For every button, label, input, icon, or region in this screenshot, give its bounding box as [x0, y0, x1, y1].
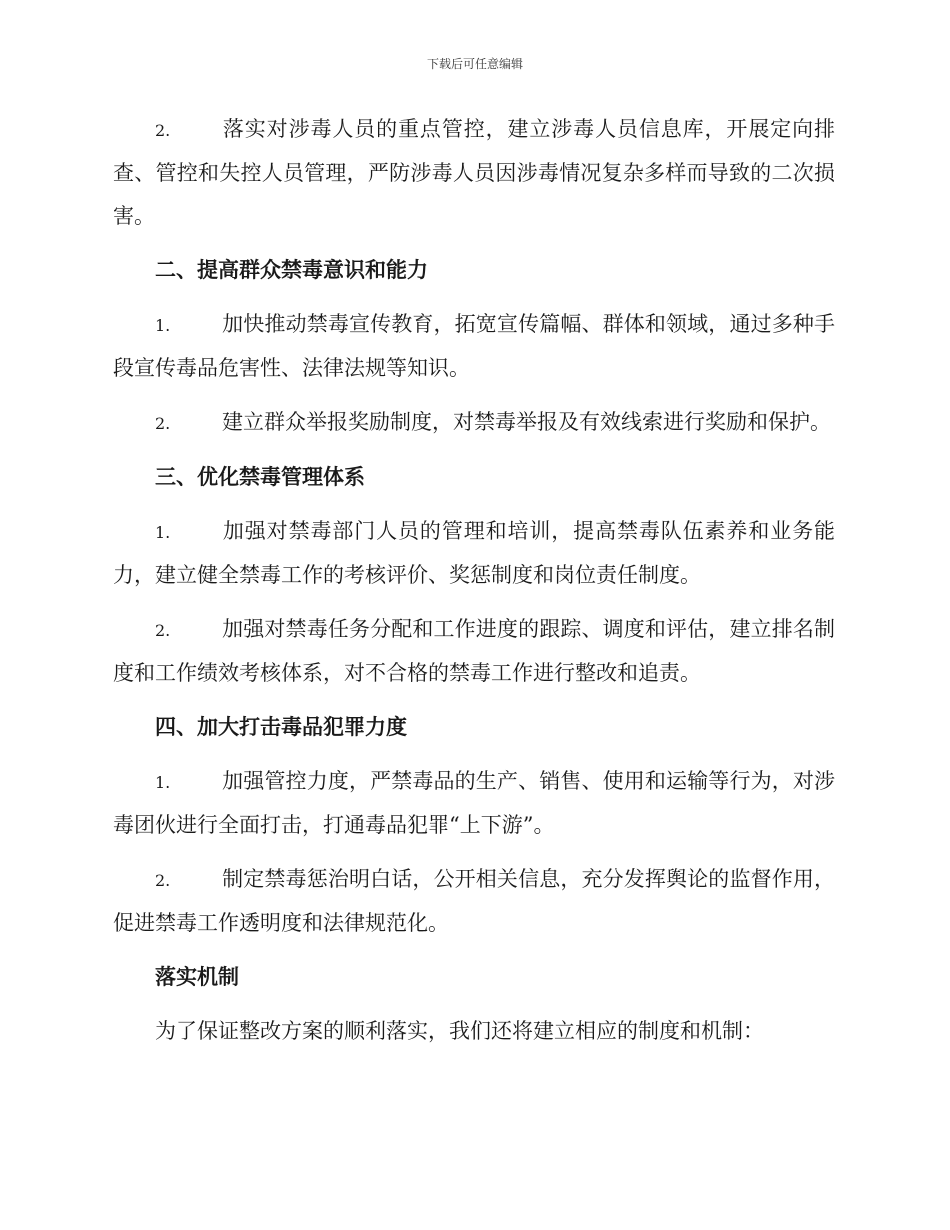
item-text: 加强管控力度，严禁毒品的生产、销售、使用和运输等行为，对涉毒团伙进行全面打击，打通毒品犯罪“上下游”。: [113, 769, 835, 837]
item-number: 2.: [155, 121, 171, 140]
list-item: [113, 760, 835, 847]
item-text: 加强对禁毒任务分配和工作进度的跟踪、调度和评估，建立排名制度和工作绩效考核体系，对不合格的禁毒工作进行整改和追责。: [113, 617, 835, 685]
item-number: 1.: [155, 523, 171, 542]
item-text: 建立群众举报奖励制度，对禁毒举报及有效线索进行奖励和保护。: [222, 410, 831, 434]
section-heading: 落实机制: [155, 965, 239, 989]
section-heading: 二、提高群众禁毒意识和能力: [155, 258, 428, 282]
item-number: 2.: [155, 414, 171, 433]
list-item: [113, 303, 835, 390]
list-item: [113, 510, 835, 597]
body-paragraph: 为了保证整改方案的顺利落实，我们还将建立相应的制度和机制：: [155, 1019, 764, 1043]
item-number: 2.: [155, 871, 171, 890]
item-number: 1.: [155, 316, 171, 335]
item-number: 1.: [155, 773, 171, 792]
item-text: 落实对涉毒人员的重点管控，建立涉毒人员信息库，开展定向排查、管控和失控人员管理，严防涉毒人员因涉毒情况复杂多样而导致的二次损害。: [113, 117, 835, 228]
list-item: [113, 608, 835, 695]
item-number: 2.: [155, 621, 171, 640]
list-item: [113, 858, 835, 945]
document-body: [113, 108, 835, 1053]
section-heading: 三、优化禁毒管理体系: [155, 465, 365, 489]
page-header: 下载后可任意编辑: [426, 57, 523, 71]
item-text: 制定禁毒惩治明白话，公开相关信息，充分发挥舆论的监督作用，促进禁毒工作透明度和法律规范化。: [113, 867, 835, 935]
item-text: 加快推动禁毒宣传教育，拓宽宣传篇幅、群体和领域，通过多种手段宣传毒品危害性、法律法规等知识。: [113, 312, 835, 380]
list-item: [113, 108, 835, 238]
section-heading: 四、加大打击毒品犯罪力度: [155, 715, 407, 739]
list-item: [113, 401, 835, 445]
item-text: 加强对禁毒部门人员的管理和培训，提高禁毒队伍素养和业务能力，建立健全禁毒工作的考核评价、奖惩制度和岗位责任制度。: [113, 519, 835, 587]
